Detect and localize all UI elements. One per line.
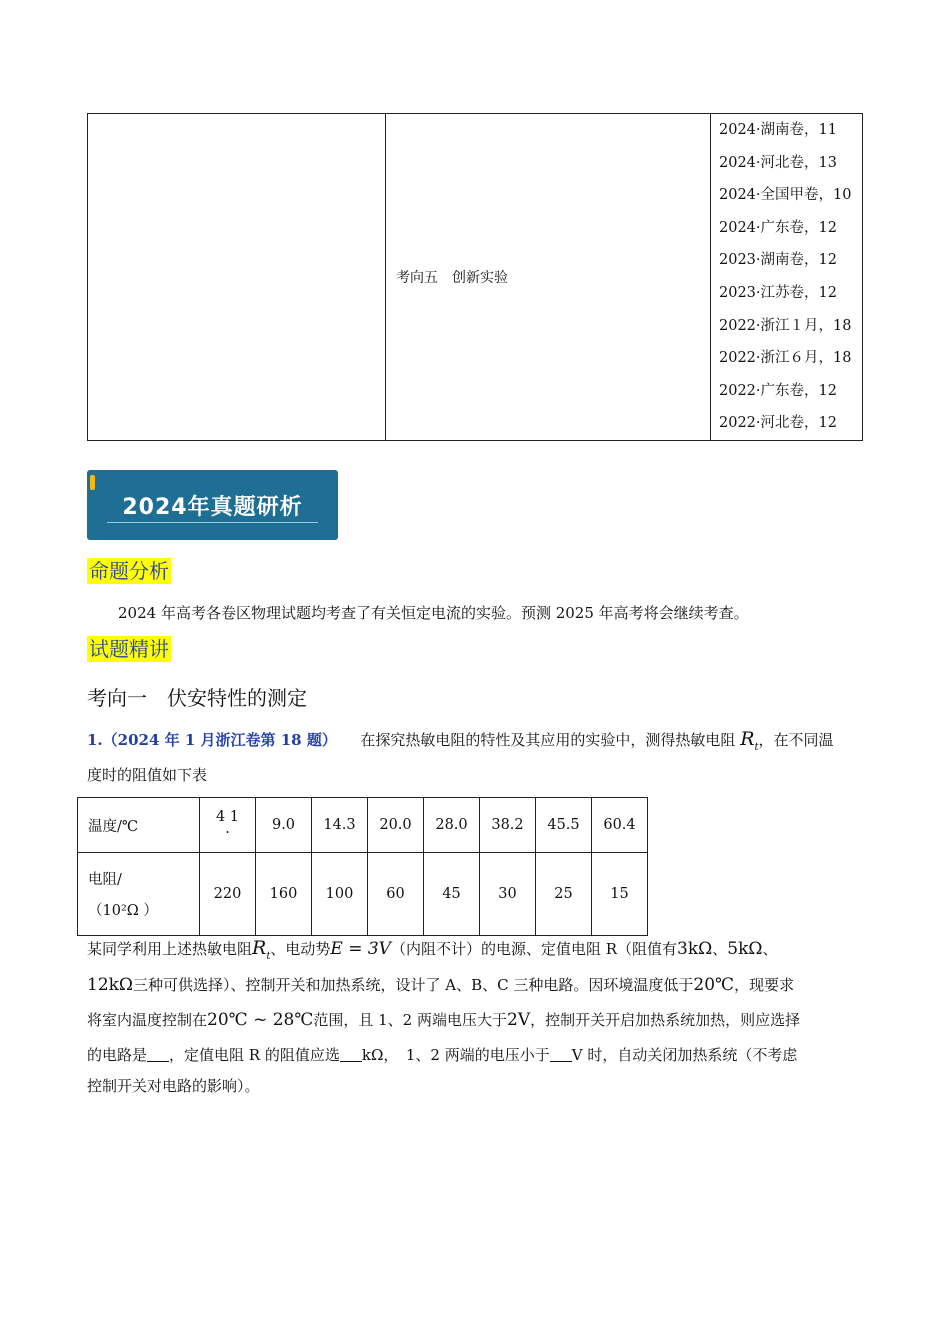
- source-item: 2023·江苏卷，12: [719, 284, 837, 301]
- answer-blank[interactable]: [147, 1047, 169, 1062]
- empty-cell: [88, 114, 386, 441]
- source-item: 2024·广东卷，12: [719, 219, 837, 236]
- banner-underline: [107, 522, 318, 523]
- sources-cell: [711, 114, 863, 441]
- table-cell: 38.2: [480, 798, 536, 853]
- topic-text: 考向五 创新实验: [396, 269, 508, 286]
- table-cell: 45: [424, 853, 480, 936]
- banner-accent: [90, 475, 95, 490]
- table-cell: 9.0: [256, 798, 312, 853]
- table-row: [78, 853, 648, 936]
- table-cell: 25: [536, 853, 592, 936]
- temperature-resistance-table: [77, 797, 648, 936]
- question-text: 在探究热敏电阻的特性及其应用的实验中，测得热敏电阻: [360, 731, 736, 749]
- resistance-label: 电阻/: [88, 872, 122, 888]
- table-cell: 45.5: [536, 798, 592, 853]
- resistance-unit: （10²Ω ）: [88, 903, 158, 919]
- body-line-2: 12kΩ三种可供选择）、控制开关和加热系统，设计了 A、B、C 三种电路。因环境温度低于20℃，现要求: [87, 975, 795, 995]
- analysis-label-wrap: [87, 557, 171, 585]
- table-cell: 28.0: [424, 798, 480, 853]
- analysis-text: 2024 年高考各卷区物理试题均考查了有关恒定电流的实验。预测 2025 年高考将会继续考查。: [118, 604, 749, 622]
- question-intro: [87, 728, 867, 759]
- lecture-label: 试题精讲: [89, 637, 169, 661]
- answer-blank[interactable]: [340, 1047, 362, 1062]
- body-line-3: 将室内温度控制在20℃ ~ 28℃范围，且 1、2 两端电压大于2V，控制开关开启加热系统加热，则应选择: [87, 1010, 801, 1030]
- question-intro-line2: 度时的阻值如下表: [87, 766, 208, 784]
- answer-blank[interactable]: [550, 1047, 572, 1062]
- source-item: 2022·浙江１月，18: [719, 317, 852, 334]
- question-number: 1.（2024 年 1 月浙江卷第 18 题）: [87, 731, 337, 749]
- table-cell: 30: [480, 853, 536, 936]
- table-cell: 220: [200, 853, 256, 936]
- table-header-cell: [78, 853, 200, 936]
- table-cell: 60: [368, 853, 424, 936]
- body-line-1: 某同学利用上述热敏电阻$R_t$、电动势E = 3V（内阻不计）的电源、定值电阻 R（阻值有3kΩ、5kΩ、: [87, 937, 778, 962]
- source-item: 2024·湖南卷，11: [719, 122, 837, 138]
- topic-heading: 考向一 伏安特性的测定: [87, 686, 307, 710]
- emf-value: E = 3V: [330, 939, 391, 959]
- source-item: 2024·河北卷，13: [719, 154, 837, 171]
- table-cell: 60.4: [592, 798, 648, 853]
- source-item: 2023·湖南卷，12: [719, 252, 837, 269]
- section-banner: [87, 470, 338, 540]
- lecture-label-wrap: [87, 635, 171, 663]
- source-item: 2024·全国甲卷，10: [719, 187, 852, 204]
- analysis-label: 命题分析: [89, 559, 169, 583]
- table-cell: 160: [256, 853, 312, 936]
- source-item: 2022·广东卷，12: [719, 382, 837, 399]
- table-cell: 15: [592, 853, 648, 936]
- table-row: [78, 798, 648, 853]
- body-line-5: 控制开关对电路的影响）。: [87, 1077, 260, 1095]
- question-text: ，在不同温: [758, 731, 834, 749]
- source-item: 2022·河北卷，12: [719, 415, 837, 432]
- source-item: 2022·浙江６月，18: [719, 350, 852, 367]
- banner-title: 2024年真题研析: [122, 495, 303, 520]
- topic-cell: [386, 114, 711, 441]
- exam-source-table: [87, 113, 863, 441]
- table-cell: 4 1 ·: [200, 798, 256, 853]
- rt-symbol: $R_t$: [740, 728, 759, 753]
- table-cell: 20.0: [368, 798, 424, 853]
- table-header-cell: 温度/℃: [78, 798, 200, 853]
- body-line-4: 的电路是 ，定值电阻 R 的阻值应选 kΩ， 1、2 两端的电压小于 V 时，自动关闭加热系统（不考虑: [87, 1046, 798, 1064]
- table-cell: 14.3: [312, 798, 368, 853]
- table-cell: 100: [312, 853, 368, 936]
